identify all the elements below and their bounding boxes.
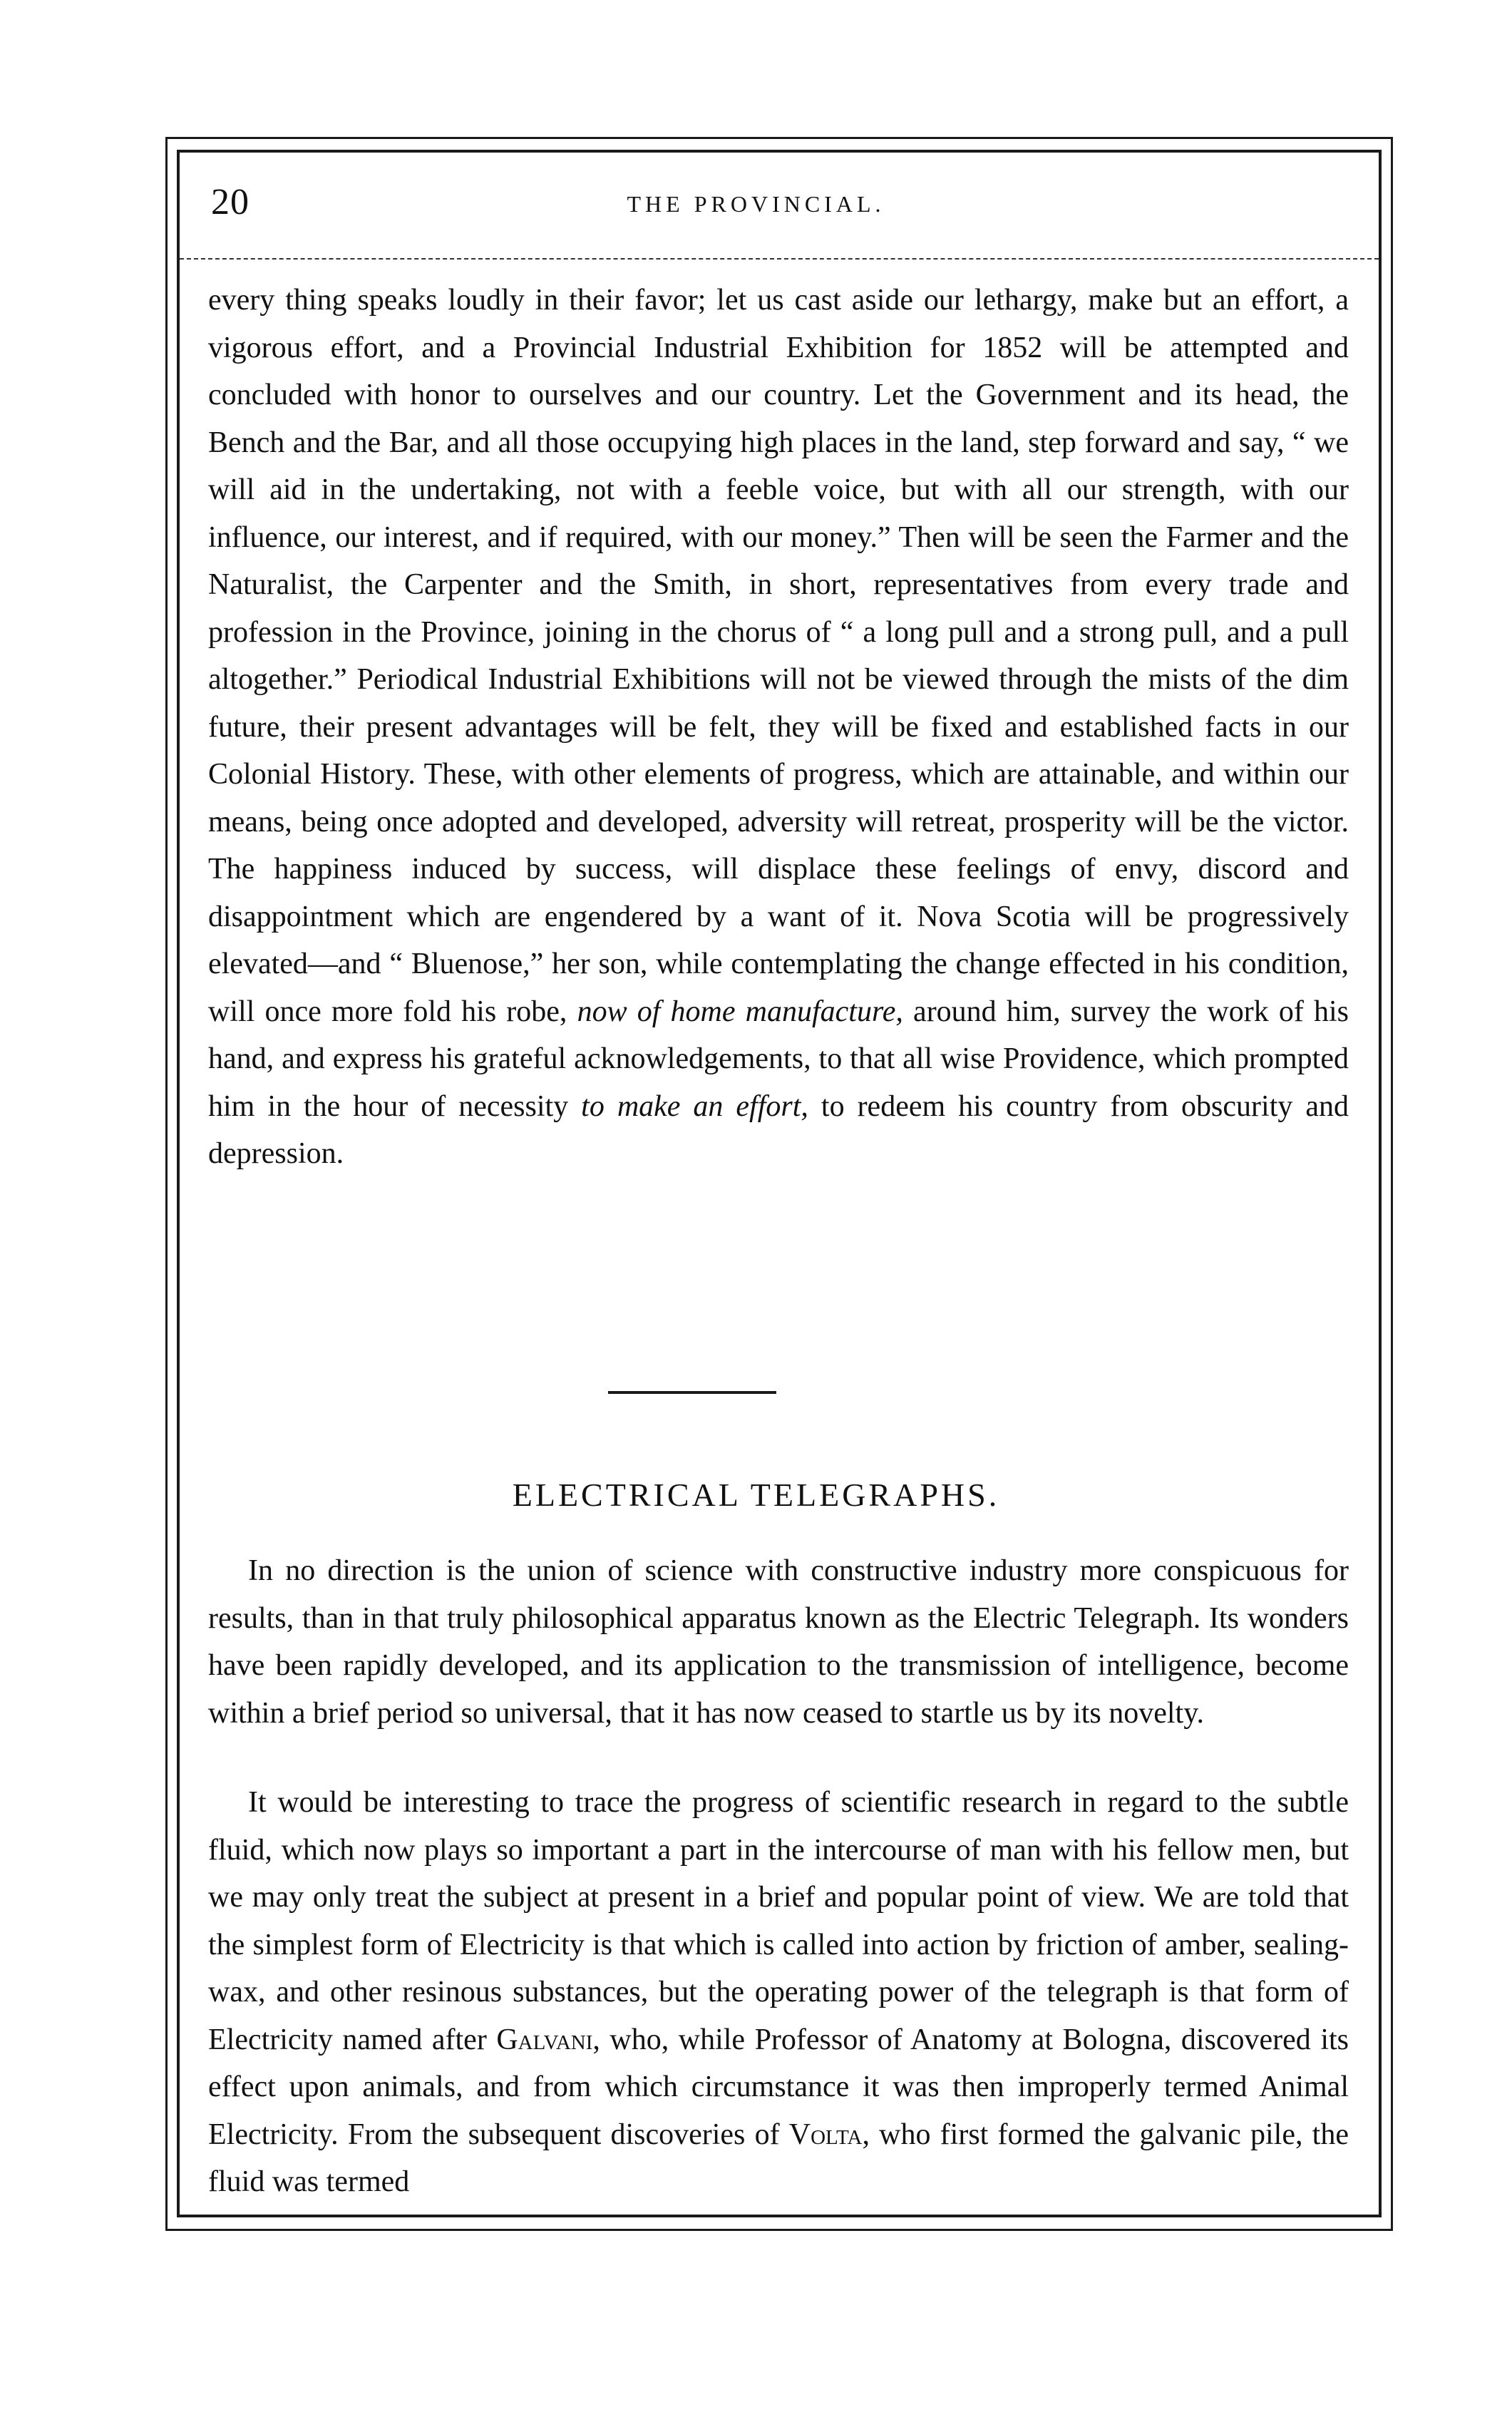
text-run: around him, survey the work of his hand, and express his grateful acknowledgements, to that all wise Providence, which prompted him in the hour of necessity (208, 995, 1349, 1123)
telegraph-body (208, 1779, 1349, 2206)
section-heading: ELECTRICAL TELEGRAPHS. (512, 1477, 1000, 1513)
telegraph-intro (208, 1547, 1349, 1737)
text-run: , who first formed the galvanic pile, the fluid was termed (208, 2118, 1349, 2198)
text-run: It would be interesting to trace the progress of scientific research in regard to the subtle fluid, which now plays so important a part in the intercourse of man with his fellow men, but we may only treat the subject at present in a brief and popular point of view. We are told that the simplest form of Electricity is that which is called into action by friction of amber, sealing-wax, and other resinous substances, but the operating power of the telegraph is that form of Electricity named after (208, 1786, 1349, 2056)
paragraph-history (208, 1779, 1349, 2206)
paragraph-exhibition (208, 277, 1349, 1178)
running-title: THE PROVINCIAL. (627, 191, 885, 217)
person-name: Volta (788, 2118, 863, 2151)
page-number: 20 (211, 182, 250, 222)
text-run: to redeem his country from obscurity and depression. (208, 1089, 1349, 1170)
person-name: Galvani (496, 2023, 593, 2056)
italic-phrase: to make an effort, (581, 1089, 808, 1123)
paragraph-intro: In no direction is the union of science with constructive industry more conspicuous for results, than in that truly philosophical apparatus known as the Electric Telegraph. Its wonders have been rapidly developed, and its application to the transmission of intelligence, become within a brief period so universal, that it has now ceased to startle us by its novelty. (208, 1554, 1349, 1730)
article-continuation (208, 277, 1349, 1178)
italic-phrase: now of home manufacture, (577, 995, 903, 1028)
text-run: every thing speaks loudly in their favor; let us cast aside our lethargy, make but an effort, a vigorous effort, and a Provincial Industrial Exhibition for 1852 will be attempted and concluded with honor to ourselves and our country. Let the Government and its head, the Bench and the Bar, and all those occupying high places in the land, step forward and say, “ we will aid in the undertaking, not with a feeble voice, but with all our strength, with our influence, our interest, and if required, with our money.” Then will be seen the Farmer and the Naturalist, the Carpenter and the Smith, in short, representatives from every trade and profession in the Province, joining in the chorus of “ a long pull and a strong pull, and a pull altogether.” Periodical Industrial Exhibitions will not be viewed through the mists of the dim future, their present advantages will be felt, they will be fixed and established facts in our Colonial History. These, with other elements of progress, which are attainable, and within our means, being once adopted and developed, adversity will retreat, prosperity will be the victor. The happiness induced by success, will displace these feelings of envy, discord and disappointment which are engendered by a want of it. Nova Scotia will be progressively elevated—and “ Bluenose,” her son, while contemplating the change effected in his condition, will once more fold his robe, (208, 284, 1349, 1028)
section-divider (608, 1391, 776, 1394)
header-rule (180, 258, 1379, 260)
text-run: , who, while Professor of Anatomy at Bologna, discovered its effect upon animals, and from which circumstance it was then improperly termed Animal Electricity. From the subsequent discoveries of (208, 2023, 1349, 2151)
